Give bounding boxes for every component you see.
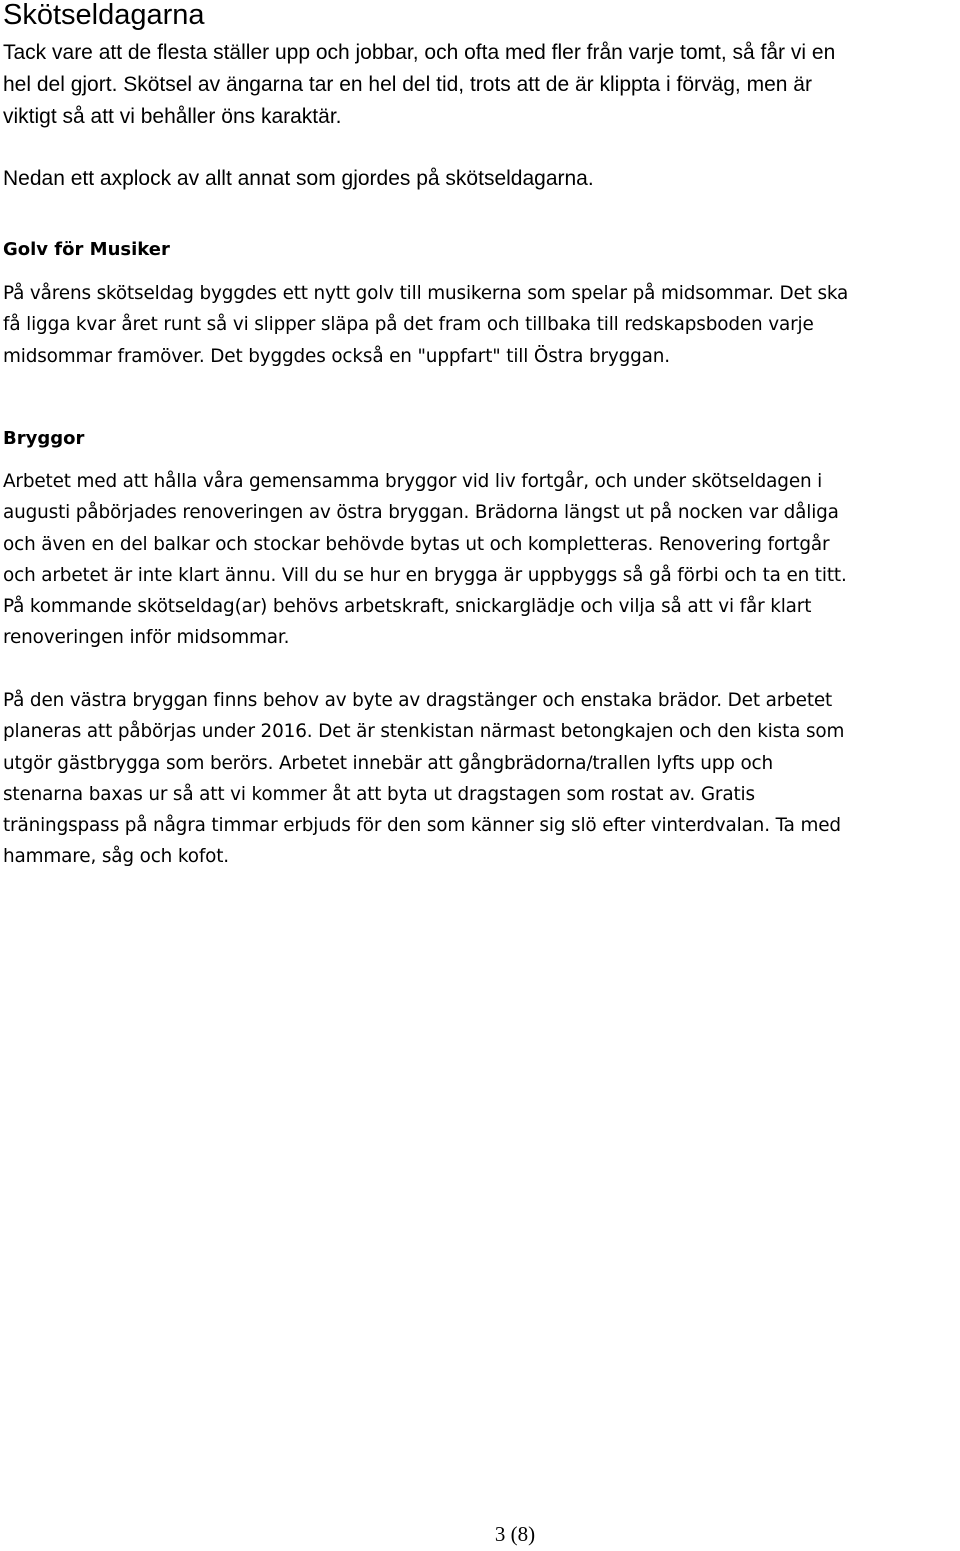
section-paragraph-bryggor-1 [3, 466, 847, 654]
document-title: Skötseldagarna [3, 0, 205, 31]
paragraph-line: På vårens skötseldag byggdes ett nytt golv till musikerna som spelar på midsommar. Det ska [3, 283, 849, 304]
section-heading-golv: Golv för Musiker [3, 239, 170, 260]
intro-line: viktigt så att vi behåller öns karaktär. [3, 105, 342, 128]
paragraph-line: renoveringen inför midsommar. [3, 627, 290, 649]
intro-line: hel del gjort. Skötsel av ängarna tar en hel del tid, trots att de är klippta i förväg, men är [3, 73, 812, 96]
paragraph-line: utgör gästbrygga som berörs. Arbetet innebär att gångbrädorna/trallen lyfts upp och [3, 752, 774, 774]
section-paragraph-golv [3, 278, 848, 372]
paragraph-line: Arbetet med att hålla våra gemensamma bryggor vid liv fortgår, och under skötseldagen i [3, 471, 823, 492]
intro-paragraph-2 [3, 163, 594, 195]
paragraph-line: På kommande skötseldag(ar) behövs arbetskraft, snickarglädje och vilja så att vi får klart [3, 596, 812, 618]
paragraph-line: midsommar framöver. Det byggdes också en "uppfart" till Östra bryggan. [3, 345, 670, 367]
paragraph-line: På den västra bryggan finns behov av byte av dragstänger och enstaka brädor. Det arbetet [3, 690, 833, 711]
section-paragraph-bryggor-2 [3, 685, 844, 873]
paragraph-line: få ligga kvar året runt så vi slipper släpa på det fram och tillbaka till redskapsboden varje [3, 314, 814, 336]
intro-paragraph [3, 37, 835, 133]
section-heading-bryggor: Bryggor [3, 428, 85, 449]
paragraph-line: och arbetet är inte klart ännu. Vill du se hur en brygga är uppbyggs så gå förbi och ta en titt. [3, 564, 847, 586]
paragraph-line: hammare, såg och kofot. [3, 846, 230, 868]
paragraph-line: augusti påbörjades renoveringen av östra bryggan. Brädorna längst ut på nocken var dåliga [3, 502, 839, 524]
paragraph-line: och även en del balkar och stockar behövde bytas ut och kompletteras. Renovering fortgår [3, 533, 830, 555]
paragraph-line: planeras att påbörjas under 2016. Det är stenkistan närmast betongkajen och den kista som [3, 721, 845, 743]
intro-line: Tack vare att de flesta ställer upp och jobbar, och ofta med fler från varje tomt, så får vi en [3, 41, 836, 64]
intro-line: Nedan ett axplock av allt annat som gjordes på skötseldagarna. [3, 167, 594, 190]
page-number: 3 (8) [494, 1522, 536, 1546]
paragraph-line: stenarna baxas ur så att vi kommer åt att byta ut dragstagen som rostat av. Gratis [3, 783, 755, 805]
paragraph-line: träningspass på några timmar erbjuds för den som känner sig slö efter vinterdvalan. Ta med [3, 815, 841, 837]
